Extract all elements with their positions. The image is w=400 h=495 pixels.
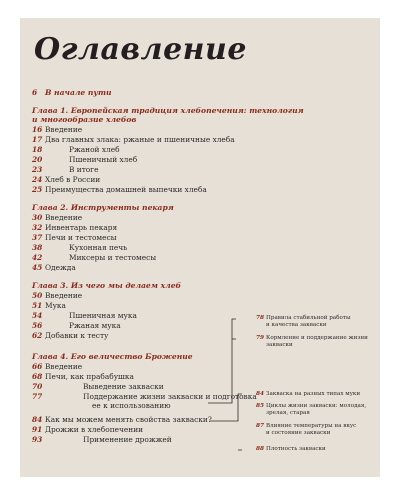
toc-label: Пшеничный хлеб — [69, 155, 138, 164]
toc-item[interactable] — [32, 263, 76, 272]
toc-item[interactable] — [32, 253, 156, 262]
page-number: 32 — [32, 223, 43, 232]
toc-item[interactable] — [32, 243, 127, 252]
toc-label: В итоге — [69, 165, 99, 174]
toc-label: Миксеры и тестомесы — [69, 253, 157, 262]
page-number: 6 — [32, 88, 38, 97]
chapter-heading-3[interactable]: Глава 3. Из чего мы делаем хлеб — [32, 281, 182, 290]
toc-label: Влияние температуры на вкус — [266, 423, 357, 429]
toc-label: Преимущества домашней выпечки хлеба — [45, 185, 207, 194]
toc-label: Введение — [45, 213, 83, 222]
toc-label: Закваска на разных типах муки — [266, 391, 361, 397]
page-number: 87 — [256, 423, 265, 429]
toc-item[interactable] — [32, 301, 66, 310]
toc-item[interactable] — [32, 291, 82, 300]
toc-item[interactable] — [32, 155, 137, 164]
page-number: 54 — [32, 311, 43, 320]
toc-item[interactable] — [32, 392, 257, 401]
page-number: 17 — [32, 135, 43, 144]
toc-item[interactable] — [32, 185, 207, 194]
toc-item[interactable] — [32, 125, 82, 134]
page-number: 79 — [256, 335, 265, 341]
page-number: 88 — [256, 446, 265, 452]
toc-label-cont: зрелая, старая — [266, 410, 310, 417]
toc-label: Печи, как прабабушка — [45, 372, 134, 381]
page-number: 45 — [32, 263, 43, 272]
page-number: 78 — [256, 315, 265, 321]
chapter-heading-4[interactable]: Глава 4. Его величество Брожение — [32, 352, 193, 361]
toc-label-cont: закваски — [266, 342, 293, 349]
toc-item[interactable] — [32, 311, 137, 320]
toc-item[interactable] — [32, 233, 117, 242]
toc-item[interactable] — [32, 135, 235, 144]
page-number: 37 — [32, 233, 43, 242]
toc-label: Ржаной хлеб — [69, 145, 120, 154]
toc-label: ее к использованию — [92, 401, 171, 410]
toc-item-intro[interactable] — [32, 88, 112, 97]
page-number: 25 — [32, 185, 43, 194]
side-item[interactable] — [256, 335, 368, 350]
side-item[interactable] — [256, 391, 360, 398]
page-number: 84 — [256, 391, 265, 397]
page-number: 24 — [32, 175, 43, 184]
page-number: 85 — [256, 403, 265, 409]
page-title: Оглавление — [34, 32, 247, 67]
toc-label: Мука — [45, 301, 66, 310]
side-item[interactable] — [256, 423, 356, 438]
toc-label: Одежда — [45, 263, 76, 272]
toc-label: Добавки к тесту — [45, 331, 109, 340]
toc-label: В начале пути — [45, 88, 112, 97]
page-number: 68 — [32, 372, 43, 381]
toc-label: Введение — [45, 291, 83, 300]
toc-label: Как мы можем менять свойства закваски? — [45, 415, 212, 424]
toc-label-cont: и состояние закваски — [266, 430, 331, 437]
toc-item[interactable] — [32, 165, 99, 174]
side-item[interactable] — [256, 446, 326, 453]
toc-label: Введение — [45, 362, 83, 371]
page-number: 16 — [32, 125, 43, 134]
toc-label: Применение дрожжей — [83, 435, 172, 444]
page-number: 20 — [32, 155, 43, 164]
page-number: 38 — [32, 243, 43, 252]
page-number: 50 — [32, 291, 43, 300]
page-number: 66 — [32, 362, 43, 371]
toc-item[interactable] — [32, 435, 172, 444]
toc-label: Кухонная печь — [69, 243, 128, 252]
page-number: 23 — [32, 165, 43, 174]
toc-item[interactable] — [32, 331, 108, 340]
toc-item[interactable] — [32, 362, 82, 371]
page-number: 93 — [32, 435, 43, 444]
page-number: 42 — [32, 253, 43, 262]
toc-label-cont: и качества закваски — [266, 322, 327, 329]
toc-label: Циклы жизни закваски: молодая, — [266, 403, 367, 409]
toc-item[interactable] — [32, 425, 143, 434]
toc-item[interactable] — [32, 372, 134, 381]
toc-label: Дрожжи в хлебопечении — [45, 425, 144, 434]
toc-item[interactable] — [32, 415, 212, 424]
toc-label: Кормление и поддержание жизни — [266, 335, 368, 341]
toc-item[interactable] — [32, 175, 100, 184]
toc-item[interactable] — [32, 213, 82, 222]
side-item[interactable] — [256, 315, 350, 330]
toc-item-cont — [32, 401, 171, 410]
toc-label: Инвентарь пекаря — [45, 223, 118, 232]
toc-label: Правила стабильной работы — [266, 315, 351, 321]
chapter-heading-2[interactable]: Глава 2. Инструменты пекаря — [32, 203, 174, 212]
page-number: 30 — [32, 213, 43, 222]
toc-label: Два главных злака: ржаные и пшеничные хлеба — [45, 135, 235, 144]
toc-label: Выведение закваски — [83, 382, 164, 391]
toc-item[interactable] — [32, 145, 120, 154]
chapter-heading-1-cont: и многообразие хлебов — [32, 115, 137, 124]
page-number: 18 — [32, 145, 43, 154]
page-number: 70 — [32, 382, 43, 391]
page-number: 56 — [32, 321, 43, 330]
toc-item[interactable] — [32, 382, 164, 391]
connector-a — [208, 319, 236, 403]
page-number: 51 — [32, 301, 43, 310]
connector-b — [210, 394, 242, 450]
page-number: 62 — [32, 331, 43, 340]
toc-label: Ржаная мука — [69, 321, 121, 330]
toc-page — [20, 18, 380, 477]
chapter-heading-1[interactable]: Глава 1. Европейская традиция хлебопечения: технология — [32, 106, 304, 115]
toc-label: Пшеничная мука — [69, 311, 137, 320]
toc-label: Введение — [45, 125, 83, 134]
page-number: 77 — [32, 392, 43, 401]
toc-item[interactable] — [32, 223, 117, 232]
toc-item[interactable] — [32, 321, 121, 330]
side-item[interactable] — [256, 403, 366, 418]
toc-label: Поддержание жизни закваски и подготовка — [83, 392, 257, 401]
toc-label: Печи и тестомесы — [45, 233, 117, 242]
page-number: 91 — [32, 425, 43, 434]
toc-label: Хлеб в России — [45, 175, 101, 184]
toc-label: Плотность закваски — [266, 446, 326, 452]
page-number: 84 — [32, 415, 43, 424]
